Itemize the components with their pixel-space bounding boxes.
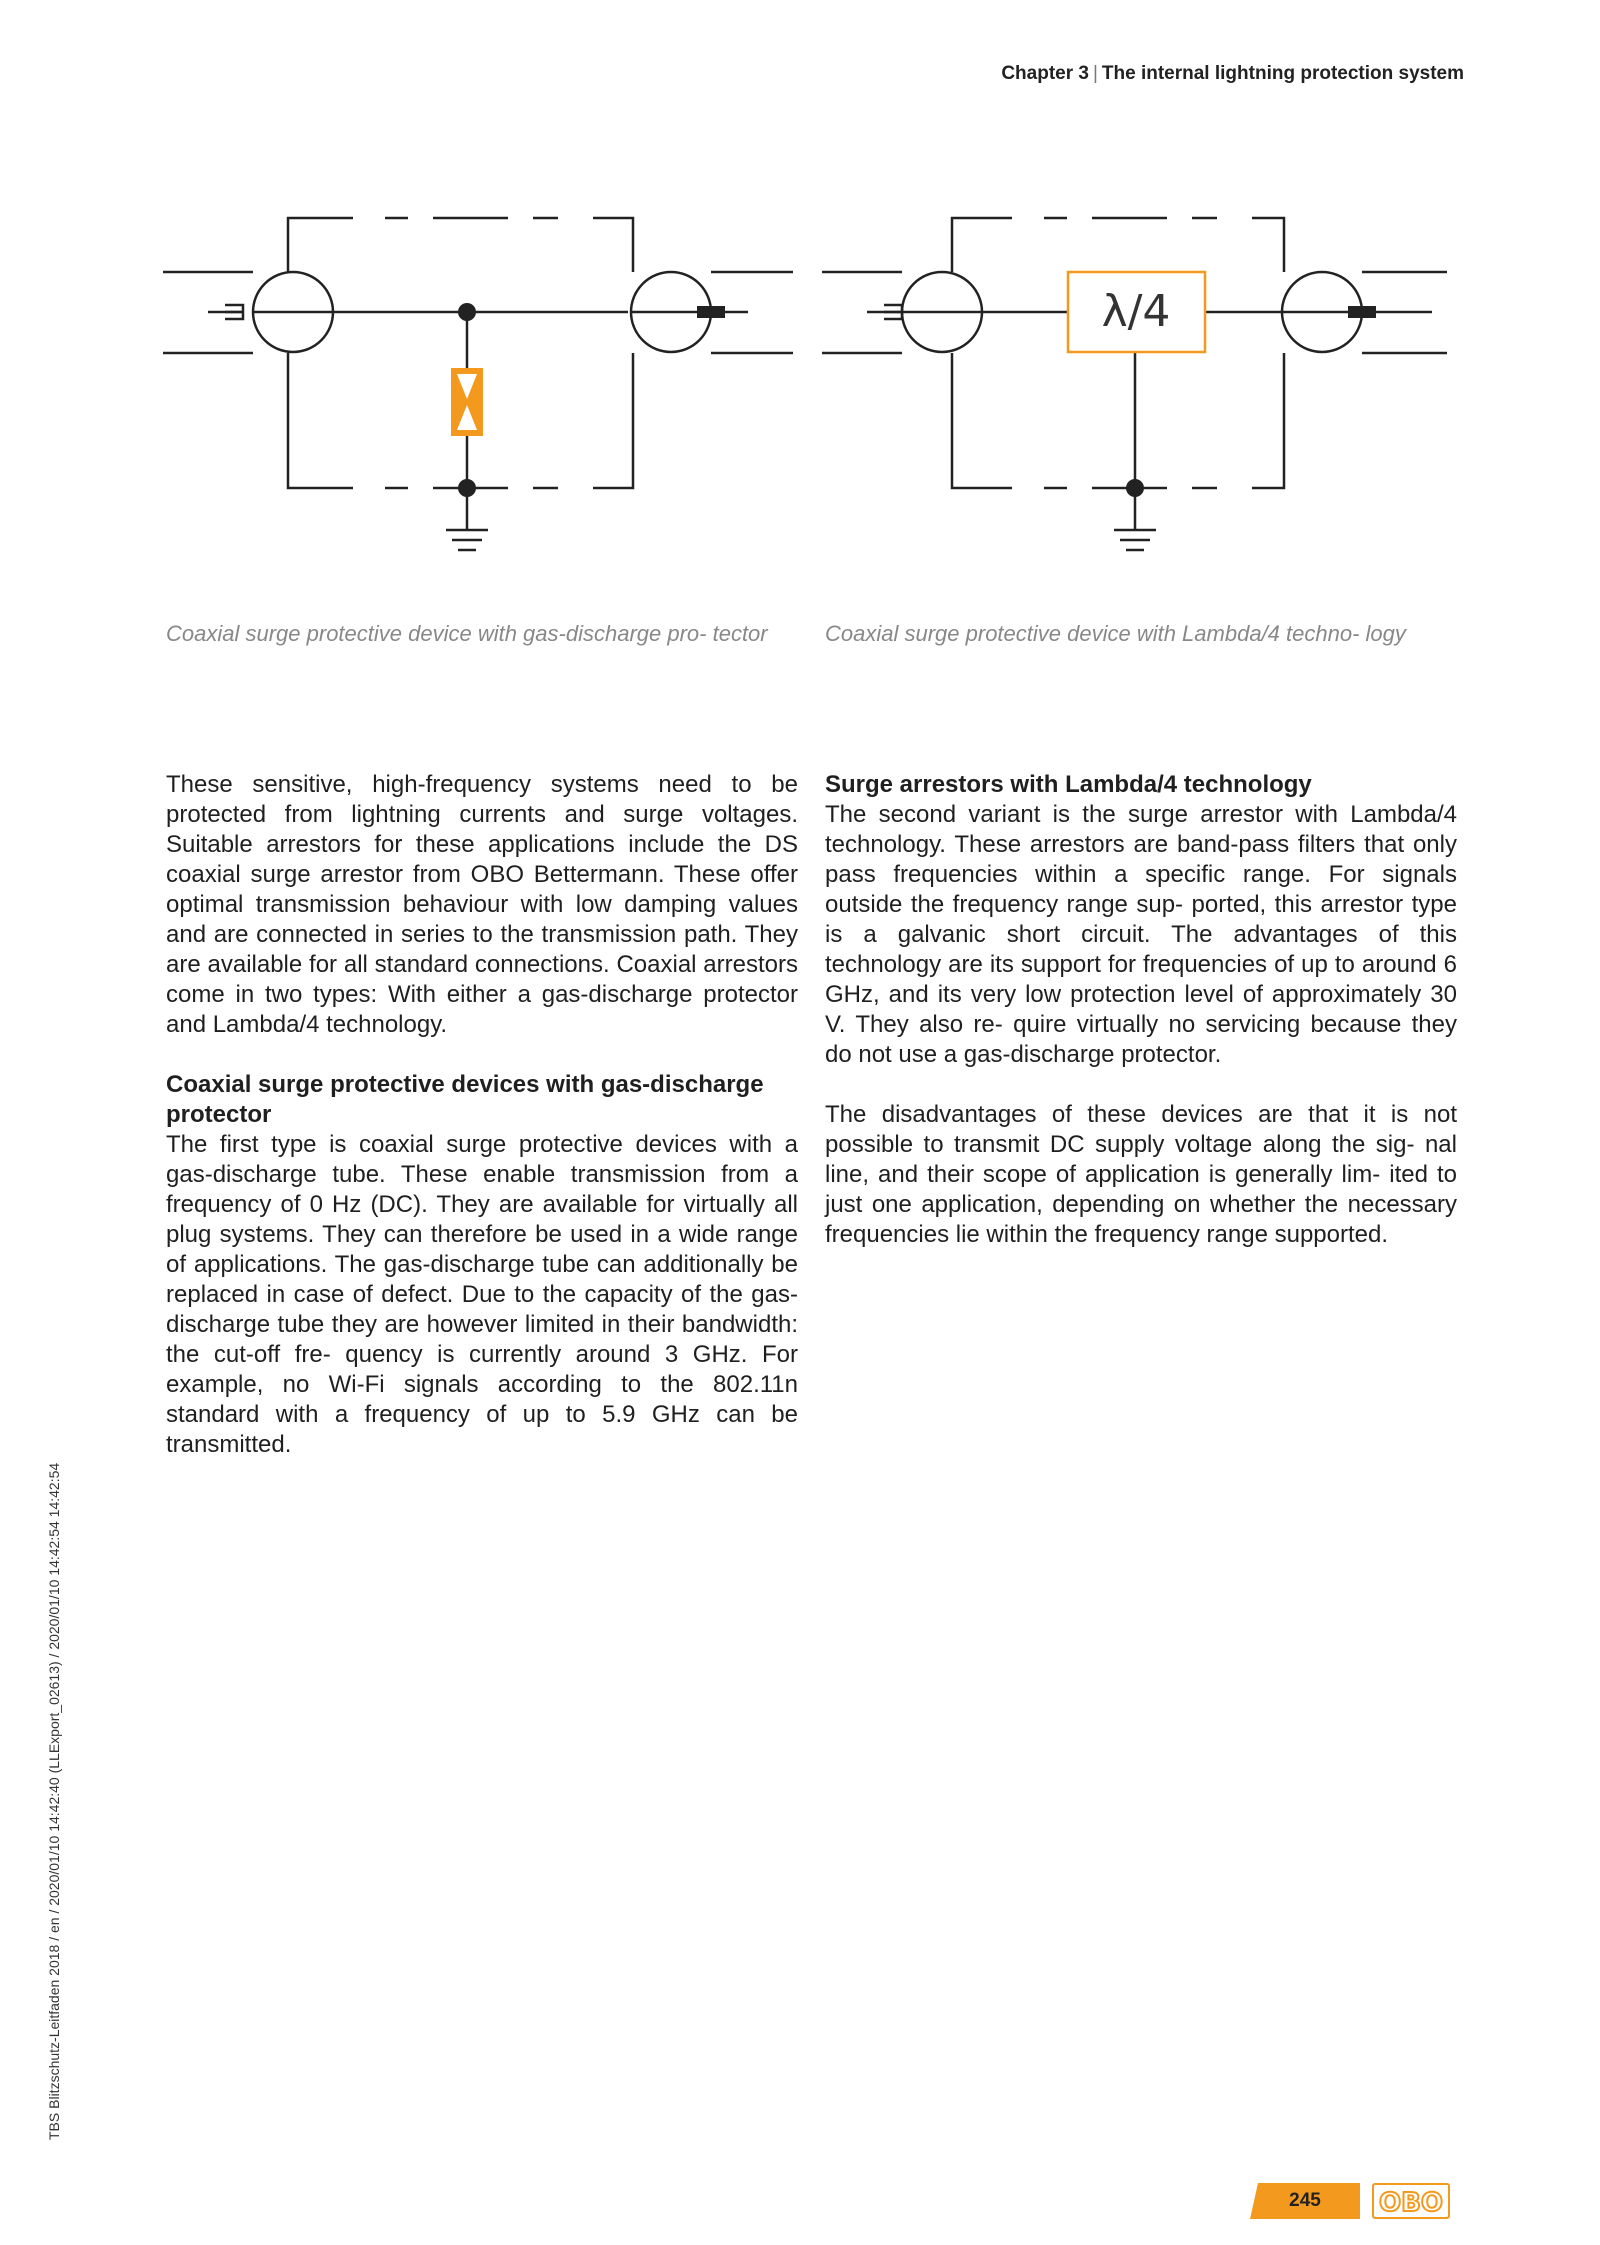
lambda4-paragraph: The second variant is the surge arrestor with Lambda/4 technology. These arrestors are band-pass filters that only pass frequencies within a specific range. For signals outside the frequency range sup- ported, this arrestor type is a galvanic short circuit. The advantages of this technology are its support for frequencies of up to around 6 GHz, and its very low protection level of approximately 30 V. They also re- quire virtually no servicing because they do not use a gas-discharge protector. bbox=[825, 801, 1457, 1068]
connector-pin-icon bbox=[884, 305, 902, 319]
left-column bbox=[166, 770, 798, 1460]
page-number: 245 bbox=[1289, 2190, 1321, 2211]
gas-discharge-tube-icon bbox=[451, 368, 483, 436]
right-column bbox=[825, 770, 1457, 1250]
shield-top-left-line bbox=[288, 218, 353, 272]
lambda4-filter-label: λ/4 bbox=[1101, 286, 1171, 337]
shield-bottom-left-line bbox=[952, 353, 1012, 488]
lambda4-spd-diagram bbox=[822, 200, 1462, 570]
shield-bottom-right-line bbox=[1252, 353, 1284, 488]
shield-bottom-right-line bbox=[593, 353, 633, 488]
section-heading-gas-discharge: Coaxial surge protective devices with gas-discharge protector bbox=[166, 1071, 764, 1128]
running-header bbox=[1001, 63, 1464, 85]
connector-plug-icon bbox=[697, 306, 725, 318]
obo-logo bbox=[1372, 2183, 1450, 2219]
figure-caption-left: Coaxial surge protective device with gas-discharge pro- tector bbox=[166, 621, 768, 646]
connector-pin-icon bbox=[225, 305, 243, 319]
disadvantages-paragraph: The disadvantages of these devices are that it is not possible to transmit DC supply voltage along the sig- nal line, and their scope of application is generally lim- ited to just one application, depending on whether the necessary frequencies lie within the frequency range supported. bbox=[825, 1101, 1457, 1248]
shield-top-right-line bbox=[1252, 218, 1284, 272]
page-number-tab bbox=[1250, 2183, 1360, 2219]
gas-discharge-paragraph: The first type is coaxial surge protective devices with a gas-discharge tube. These enable transmission from a frequency of 0 Hz (DC). They are available for virtually all plug systems. They can therefore be used in a wide range of applications. The gas-discharge tube can additionally be replaced in case of defect. Due to the capacity of the gas-discharge tube they are however limited in their bandwidth: the cut-off fre- quency is currently around 3 GHz. For example, no Wi-Fi signals according to the 802.11n standard with a frequency of up to 5.9 GHz can be transmitted. bbox=[166, 1131, 798, 1458]
shield-bottom-left-line bbox=[288, 353, 353, 488]
junction-dot-bottom bbox=[1126, 479, 1144, 497]
logo-text: OBO bbox=[1378, 2188, 1444, 2218]
shield-top-left-line bbox=[952, 218, 1012, 272]
intro-paragraph: These sensitive, high-frequency systems need to be protected from lightning currents and surge voltages. Suitable arrestors for these applications include the DS coaxial surge arrestor from OBO Bettermann. These offer optimal transmission behaviour with low damping values and are connected in series to the transmission path. They are available for all standard connections. Coaxial arrestors come in two types: With either a gas-discharge protector and Lambda/4 technology. bbox=[166, 771, 798, 1038]
export-metadata-sidebar: TBS Blitzschutz-Leitfaden 2018 / en / 2020/01/10 14:42:40 (LLExport_02613) / 2020/01/10 14:42:54 14:42:54 bbox=[46, 1462, 62, 2140]
section-heading-lambda4: Surge arrestors with Lambda/4 technology bbox=[825, 771, 1312, 798]
chapter-title: The internal lightning protection system bbox=[1101, 63, 1464, 84]
gas-discharge-spd-diagram bbox=[163, 200, 803, 570]
figure-caption-right: Coaxial surge protective device with Lambda/4 techno- logy bbox=[825, 621, 1406, 646]
junction-dot-bottom bbox=[458, 479, 476, 497]
shield-top-right-line bbox=[593, 218, 633, 272]
connector-plug-icon bbox=[1348, 306, 1376, 318]
chapter-label: Chapter 3 bbox=[1001, 63, 1089, 84]
header-separator: | bbox=[1092, 63, 1098, 84]
junction-dot-top bbox=[458, 303, 476, 321]
